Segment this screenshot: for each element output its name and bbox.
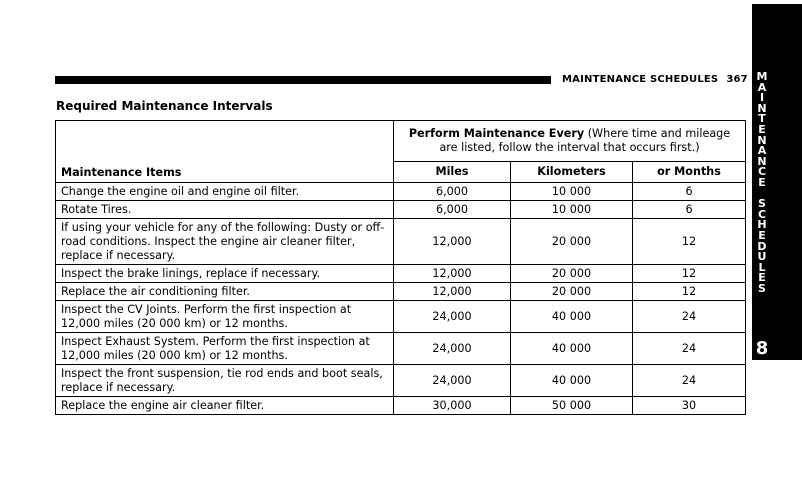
- table-row: [56, 283, 746, 301]
- column-header-kilometers: Kilometers: [511, 162, 633, 183]
- tab-letter: N: [757, 101, 767, 115]
- page-title: Required Maintenance Intervals: [56, 99, 273, 113]
- miles-cell: 12,000: [394, 265, 511, 283]
- item-cell: Inspect the front suspension, tie rod ends and boot seals, replace if necessary.: [56, 365, 394, 397]
- column-header-items: Maintenance Items: [56, 121, 394, 183]
- kilometers-cell: 40 000: [511, 333, 633, 365]
- months-cell: 6: [633, 201, 746, 219]
- tab-letter: H: [757, 218, 767, 232]
- months-cell: 6: [633, 183, 746, 201]
- tab-letter: D: [757, 239, 767, 253]
- tab-letter: N: [757, 154, 767, 168]
- item-cell: Inspect the CV Joints. Perform the first inspection at 12,000 miles (20 000 km) or 12 months.: [56, 301, 394, 333]
- table-row: [56, 397, 746, 415]
- running-header: [562, 74, 748, 85]
- table-row: [56, 333, 746, 365]
- kilometers-cell: 10 000: [511, 183, 633, 201]
- kilometers-cell: 40 000: [511, 301, 633, 333]
- table-row: [56, 201, 746, 219]
- miles-cell: 24,000: [394, 333, 511, 365]
- maintenance-table: [55, 120, 746, 415]
- item-cell: Replace the engine air cleaner filter.: [56, 397, 394, 415]
- miles-cell: 24,000: [394, 301, 511, 333]
- item-cell: Change the engine oil and engine oil filter.: [56, 183, 394, 201]
- miles-cell: 30,000: [394, 397, 511, 415]
- miles-cell: 6,000: [394, 201, 511, 219]
- item-cell: If using your vehicle for any of the following: Dusty or off-road conditions. Inspect the engine air cleaner filter, replace if necessary.: [56, 219, 394, 265]
- kilometers-cell: 40 000: [511, 365, 633, 397]
- miles-cell: 12,000: [394, 283, 511, 301]
- chapter-tab: [752, 4, 802, 360]
- tab-letter: E: [758, 271, 766, 285]
- miles-cell: 6,000: [394, 183, 511, 201]
- kilometers-cell: 50 000: [511, 397, 633, 415]
- tab-letter: N: [757, 133, 767, 147]
- section-title: MAINTENANCE SCHEDULES: [562, 74, 719, 85]
- tab-letter: E: [758, 228, 766, 242]
- months-cell: 12: [633, 265, 746, 283]
- tab-letter: S: [758, 197, 766, 211]
- item-cell: Replace the air conditioning filter.: [56, 283, 394, 301]
- item-cell: Inspect the brake linings, replace if necessary.: [56, 265, 394, 283]
- tab-letter: A: [757, 80, 767, 94]
- tab-letter: L: [758, 260, 766, 274]
- interval-header: Perform Maintenance Every (Where time and mileage are listed, follow the interval that occurs first.): [394, 121, 746, 162]
- table-row: [56, 301, 746, 333]
- months-cell: 12: [633, 283, 746, 301]
- tab-letter: M: [756, 70, 768, 83]
- chapter-tab-label: [756, 72, 768, 294]
- chapter-number: 8: [755, 338, 769, 359]
- page-number: 367: [726, 74, 748, 85]
- tab-letter: C: [757, 165, 767, 179]
- miles-cell: 24,000: [394, 365, 511, 397]
- item-cell: Rotate Tires.: [56, 201, 394, 219]
- column-header-months: or Months: [633, 162, 746, 183]
- table-header-row: [56, 121, 746, 162]
- table-row: [56, 183, 746, 201]
- months-cell: 24: [633, 333, 746, 365]
- item-cell: Inspect Exhaust System. Perform the first inspection at 12,000 miles (20 000 km) or 12 months.: [56, 333, 394, 365]
- kilometers-cell: 20 000: [511, 265, 633, 283]
- months-cell: 30: [633, 397, 746, 415]
- tab-letter: E: [758, 122, 766, 136]
- table-row: [56, 365, 746, 397]
- kilometers-cell: 10 000: [511, 201, 633, 219]
- tab-letter: A: [757, 144, 767, 158]
- kilometers-cell: 20 000: [511, 219, 633, 265]
- tab-letter: I: [759, 91, 765, 105]
- tab-letter: U: [757, 250, 767, 264]
- table-row: [56, 219, 746, 265]
- months-cell: 24: [633, 301, 746, 333]
- tab-letter: T: [758, 112, 766, 126]
- header-rule: [55, 76, 551, 84]
- tab-letter: E: [758, 175, 766, 189]
- tab-letter: C: [757, 207, 767, 221]
- months-cell: 12: [633, 219, 746, 265]
- months-cell: 24: [633, 365, 746, 397]
- miles-cell: 12,000: [394, 219, 511, 265]
- table-row: [56, 265, 746, 283]
- column-header-miles: Miles: [394, 162, 511, 183]
- tab-letter: S: [758, 281, 766, 295]
- kilometers-cell: 20 000: [511, 283, 633, 301]
